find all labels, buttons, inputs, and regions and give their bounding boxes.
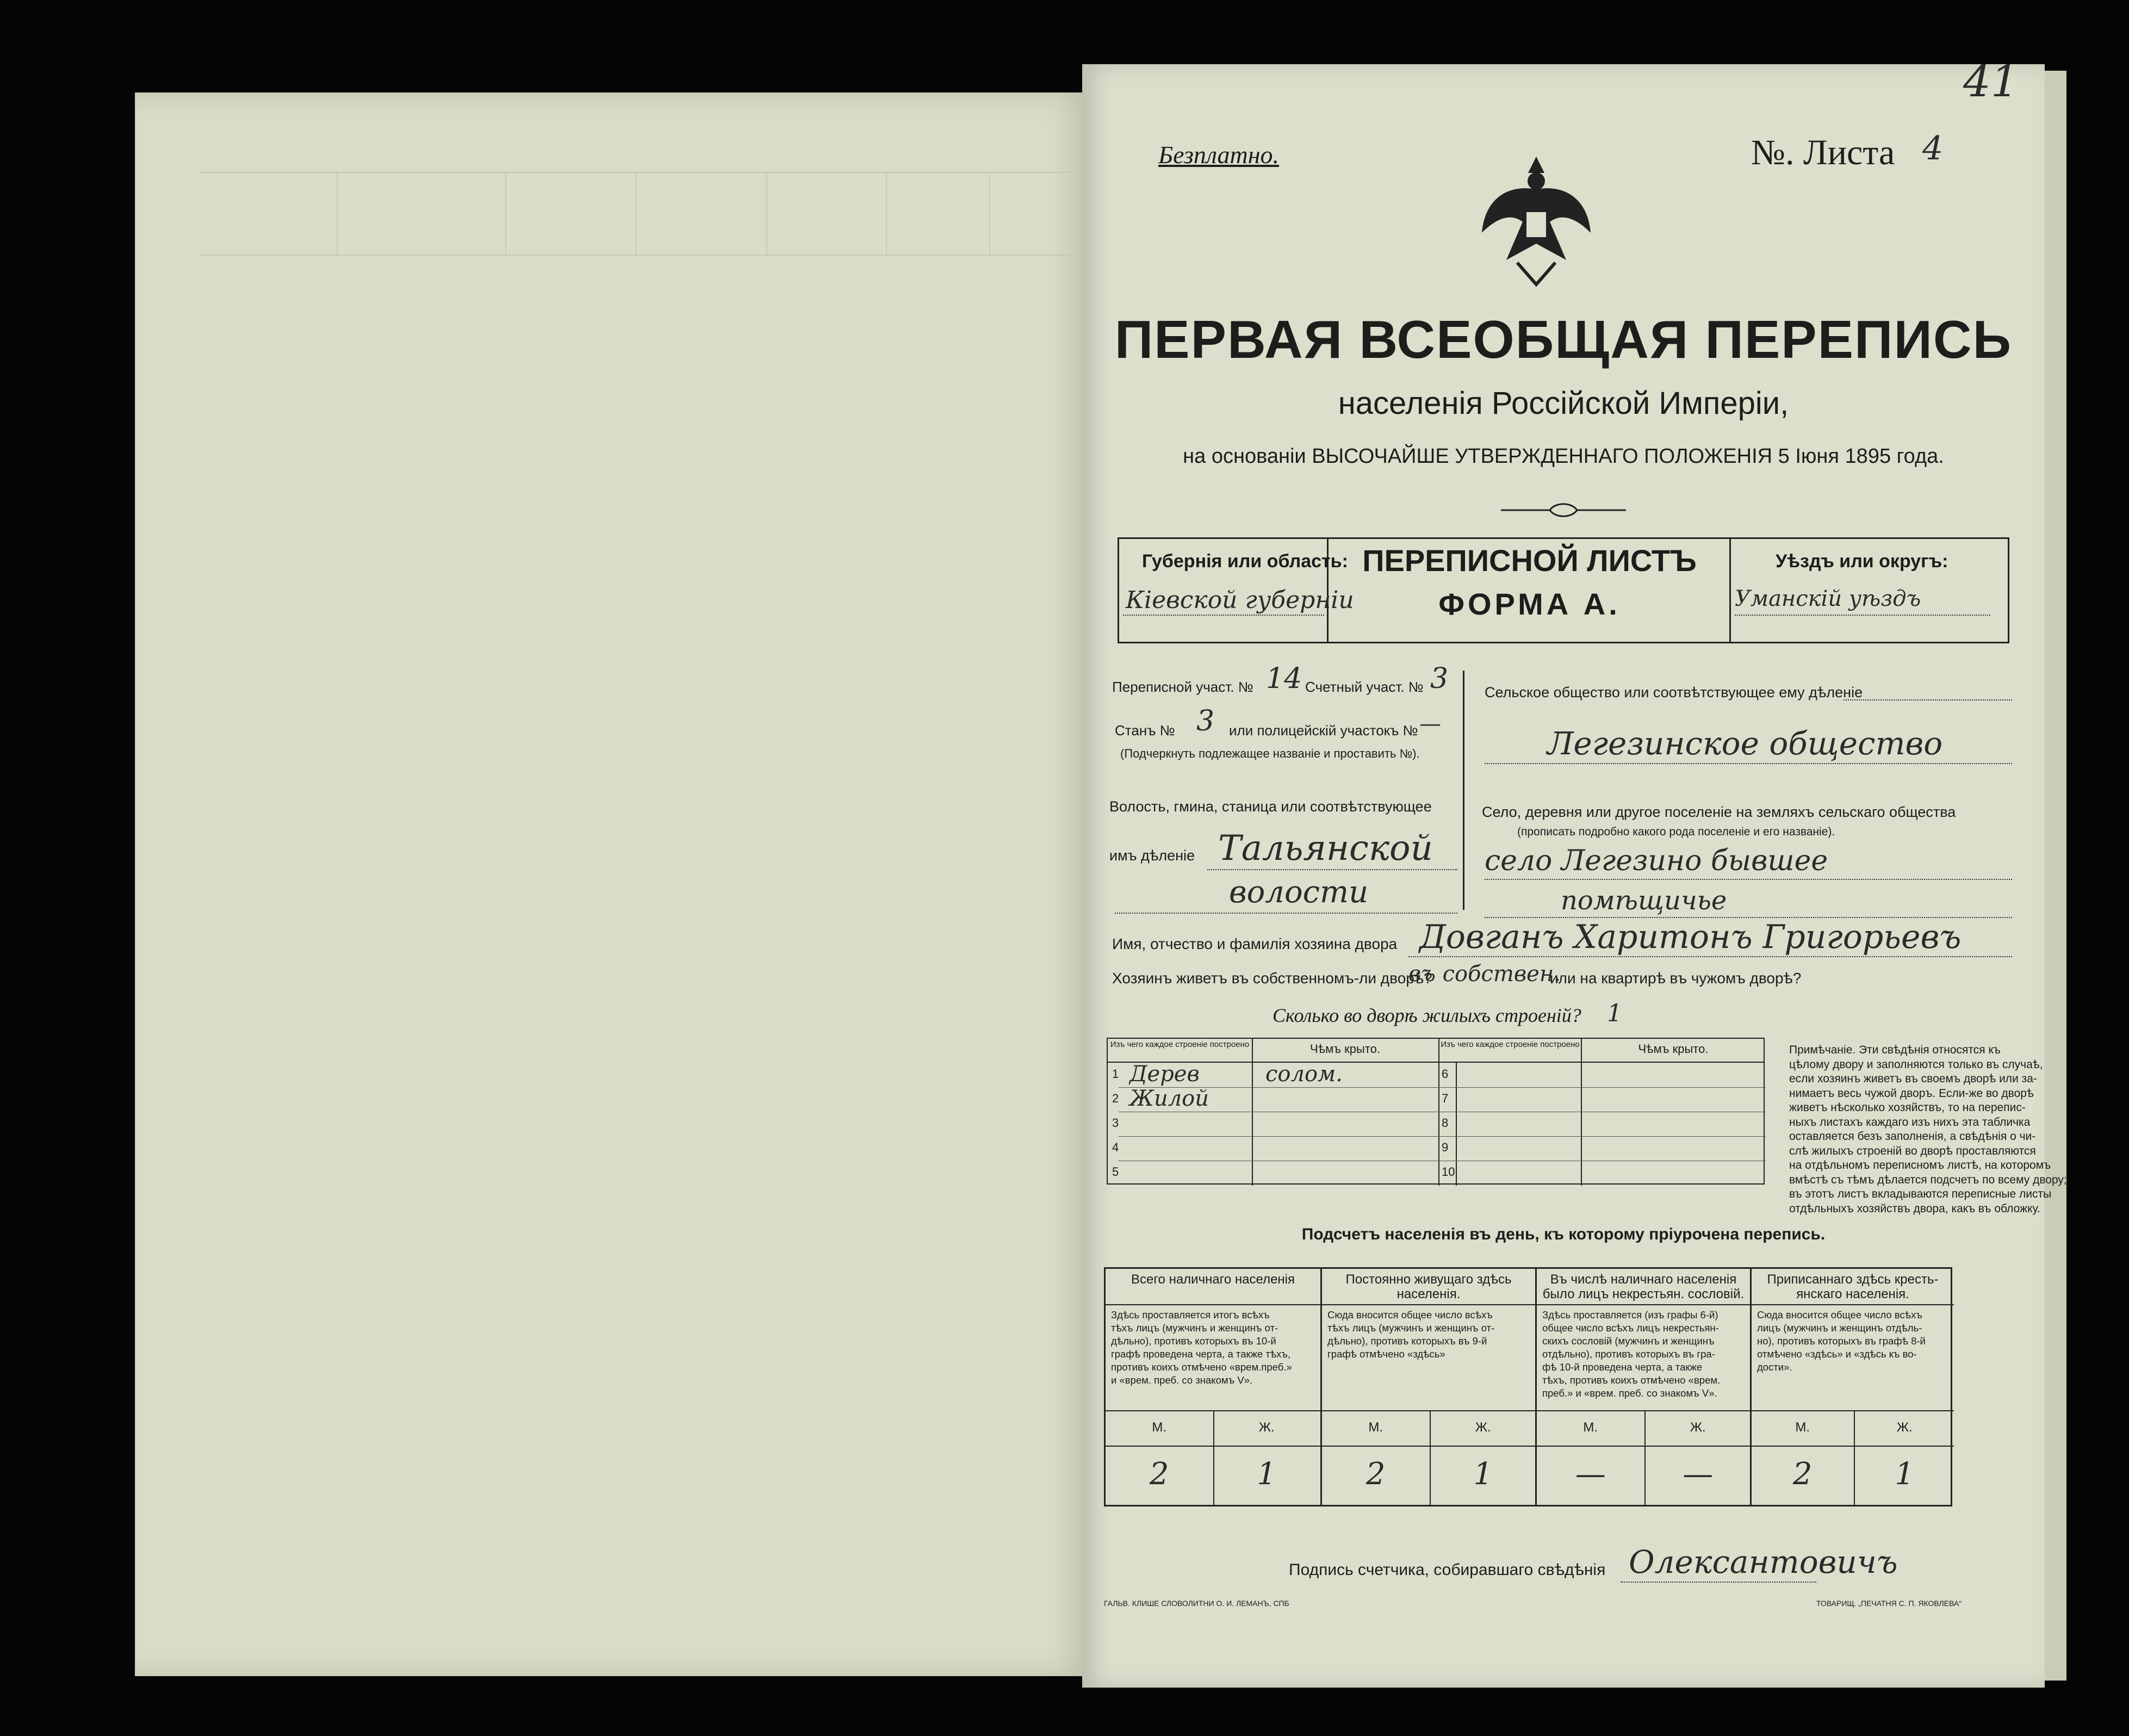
tally-female-value: 1	[1257, 1456, 1277, 1492]
tally-description-line: противъ коихъ отмѣчено «врем.преб.»	[1111, 1361, 1292, 1373]
legal-basis: на основаніи ВЫСОЧАЙШЕ УТВЕРЖДЕННАГО ПОЛОЖЕНІЯ 5 Іюня 1895 года.	[1183, 445, 1944, 468]
buildings-count-label: Сколько во дворѣ жилыхъ строеній?	[1273, 1005, 1581, 1026]
tally-male-value: 2	[1365, 1456, 1386, 1492]
buildings-note-line: въ этотъ листъ вкладываются переписные листы	[1789, 1188, 2052, 1200]
gubernia-value: Кіевской губерніи	[1126, 586, 1354, 614]
buildings-note-line: оставляется безъ заполненія, а свѣдѣнія о чи-	[1789, 1130, 2036, 1143]
tally-column	[1750, 1269, 1954, 1505]
buildings-col-roof-header-2: Чѣмъ крыто.	[1638, 1042, 1709, 1056]
tally-male-label: М.	[1583, 1420, 1598, 1435]
tally-description-line: Здѣсь проставляется итогъ всѣхъ	[1111, 1309, 1270, 1320]
building-row-number-right: 8	[1442, 1116, 1449, 1130]
uezd-value: Уманскій уѣздъ	[1735, 586, 1921, 611]
buildings-col-roof-header: Чѣмъ крыто.	[1310, 1042, 1380, 1056]
tally-male-label: М.	[1795, 1420, 1810, 1435]
stan-label: Станъ №	[1115, 722, 1175, 739]
tally-column-description	[1327, 1309, 1532, 1361]
buildings-count-value: 1	[1607, 1000, 1622, 1027]
gubernia-label: Губернія или область:	[1142, 551, 1348, 572]
tally-description-line: графѣ проведена черта, а также тѣхъ,	[1111, 1348, 1291, 1360]
tally-female-value: —	[1683, 1456, 1714, 1492]
main-title: ПЕРВАЯ ВСЕОБЩАЯ ПЕРЕПИСЬ	[1114, 309, 2013, 369]
footer-left: ГАЛЬВ. КЛИШЕ СЛОВОЛИТНИ О. И. ЛЕМАНЪ, СПБ	[1104, 1599, 1289, 1608]
village-note: (прописать подробно какого рода поселеніе и его названіе).	[1517, 826, 1835, 838]
buildings-col-material-header: Изъ чего каждое строеніе построено	[1110, 1040, 1250, 1049]
tally-description-line: дости».	[1757, 1361, 1792, 1373]
buildings-note-line: на отдѣльномъ переписномъ листѣ, на которомъ	[1789, 1159, 2051, 1171]
count-area-value: 3	[1430, 662, 1449, 695]
tally-column-description	[1542, 1309, 1747, 1400]
tally-female-label: Ж.	[1258, 1420, 1275, 1435]
building-row-number: 1	[1112, 1067, 1119, 1081]
police-value: —	[1419, 711, 1441, 736]
building-row-number-right: 6	[1442, 1067, 1449, 1081]
buildings-note-line: вмѣстѣ съ тѣмъ дѣлается подсчетъ по всему двору;	[1789, 1173, 2067, 1186]
census-area-label: Переписной участ. №	[1112, 679, 1253, 695]
tally-column-header: Въ числѣ наличнаго населенія было лицъ некрестьян. сословій.	[1542, 1272, 1745, 1301]
village-value: село Легезино бывшее	[1485, 845, 1828, 877]
tally-column-description	[1757, 1309, 1951, 1374]
tally-male-label: М.	[1152, 1420, 1167, 1435]
building-material: Дерев	[1129, 1062, 1200, 1087]
tally-description-line: но), противъ которыхъ въ графѣ 8-й	[1757, 1335, 1926, 1347]
tally-column-header: Постоянно живущаго здѣсь населенія.	[1345, 1272, 1512, 1301]
buildings-note-line: если хозяинъ живетъ въ своемъ дворѣ или за-	[1789, 1072, 2037, 1085]
building-row-number: 4	[1112, 1140, 1119, 1154]
owner-lives-label: Хозяинъ живетъ въ собственномъ-ли дворѣ?	[1112, 970, 1432, 987]
double-headed-eagle-icon	[1474, 151, 1599, 287]
owner-name-label: Имя, отчество и фамилія хозяина двора	[1112, 935, 1398, 952]
tally-description-line: Сюда вносится общее число всѣхъ	[1757, 1309, 1922, 1320]
village-value-2: помѣщичье	[1561, 885, 1727, 916]
tally-description-line: дѣльно), противъ которыхъ въ 9-й	[1327, 1335, 1487, 1347]
tally-description-line: тѣхъ лицъ (мужчинъ и женщинъ от-	[1111, 1322, 1278, 1334]
count-area-label: Счетный участ. №	[1305, 679, 1424, 695]
tally-description-line: графѣ отмѣчено «здѣсь»	[1327, 1348, 1445, 1360]
census-form-page	[1082, 56, 2067, 1688]
buildings-note-line: нимаетъ весь чужой дворъ. Если-же во дворѣ	[1789, 1087, 2034, 1100]
sheet-number-label: №. Листа	[1751, 133, 1895, 172]
tally-description-line: тѣхъ, противъ коихъ отмѣчено «врем.	[1542, 1374, 1721, 1386]
stan-value: 3	[1196, 705, 1215, 737]
tally-table	[1104, 1267, 1952, 1506]
buildings-note-line: Примѣчаніе. Эти свѣдѣнія относятся къ	[1789, 1044, 2001, 1056]
tally-title: Подсчетъ населенія въ день, къ которому пріурочена перепись.	[1301, 1225, 1826, 1243]
tally-male-label: М.	[1368, 1420, 1383, 1435]
tally-description-line: лицъ (мужчинъ и женщинъ отдѣль-	[1757, 1322, 1922, 1334]
tally-female-label: Ж.	[1690, 1420, 1706, 1435]
building-row-number-right: 7	[1442, 1092, 1449, 1105]
tally-column-header: Всего наличнаго населенія	[1131, 1272, 1295, 1287]
building-roof: солом.	[1265, 1062, 1343, 1087]
corner-page-note: 41	[1963, 56, 2019, 107]
tally-description-line: тѣхъ лицъ (мужчинъ и женщинъ от-	[1327, 1322, 1495, 1334]
building-row-number: 5	[1112, 1165, 1119, 1179]
owner-name-value: Довганъ Харитонъ Григорьевъ	[1419, 918, 1962, 956]
tally-description-line: скихъ сословій (мужчинъ и женщинъ	[1542, 1335, 1715, 1347]
form-title: ПЕРЕПИСНОЙ ЛИСТЪ	[1362, 543, 1697, 578]
tally-female-value: 1	[1895, 1456, 1915, 1492]
tally-column-header: Приписаннаго здѣсь кресть-янскаго населенія.	[1767, 1272, 1939, 1301]
building-row-number-right: 10	[1442, 1165, 1455, 1179]
tally-female-label: Ж.	[1475, 1420, 1491, 1435]
society-value: Легезинское общество	[1547, 725, 1943, 762]
police-label: или полицейскій участокъ №	[1229, 722, 1418, 739]
owner-lives-label-2: или на квартирѣ въ чужомъ дворѣ?	[1550, 970, 1802, 987]
underline-note: (Подчеркнуть подлежащее названіе и проставить №).	[1120, 747, 1420, 760]
volost-value: Тальянской	[1218, 828, 1433, 869]
society-label: Сельское общество или соотвѣтствующее ему дѣленіе	[1485, 684, 1863, 700]
building-row-number: 2	[1112, 1092, 1119, 1105]
tally-description-line: преб.» и «врем. преб. со знакомъ V».	[1542, 1387, 1717, 1399]
subtitle: населенія Россійской Имперіи,	[1338, 386, 1789, 421]
tally-column	[1535, 1269, 1750, 1505]
buildings-note-line: слѣ жилыхъ строеній во дворѣ проставляются	[1789, 1144, 2036, 1157]
census-area-value: 14	[1266, 662, 1302, 695]
tally-column	[1106, 1269, 1320, 1505]
tally-female-value: 1	[1473, 1456, 1493, 1492]
signature-value: Олексантовичъ	[1629, 1543, 1898, 1580]
buildings-note-line: ныхъ листахъ каждаго изъ нихъ эта табличка	[1789, 1115, 2031, 1129]
volost-value-2: волости	[1229, 875, 1369, 910]
form-subtitle: ФОРМА А.	[1438, 587, 1621, 621]
tally-column-description	[1111, 1309, 1317, 1387]
tally-female-label: Ж.	[1896, 1420, 1913, 1435]
owner-lives-value: въ собствен.	[1408, 962, 1561, 987]
tally-description-line: дѣльно), противъ которыхъ въ 10-й	[1111, 1335, 1276, 1347]
tally-male-value: 2	[1149, 1456, 1169, 1492]
village-label: Село, деревня или другое поселеніе на земляхъ сельскаго общества	[1482, 804, 1956, 820]
tally-male-value: 2	[1792, 1456, 1813, 1492]
buildings-note-line: отдѣльныхъ хозяйствъ двора, какъ въ обложку.	[1789, 1202, 2040, 1215]
free-label: Безплатно.	[1158, 141, 1280, 169]
ornament-divider-icon	[1501, 502, 1626, 518]
buildings-note-line: цѣлому двору и заполняются только въ случаѣ,	[1789, 1058, 2043, 1071]
volost-label-2: имъ дѣленіе	[1109, 847, 1195, 864]
tally-description-line: и «врем. преб. со знакомъ V».	[1111, 1374, 1253, 1386]
buildings-note-line: живетъ нѣсколько хозяйствъ, то на перепис-	[1789, 1101, 2026, 1114]
volost-label: Волость, гмина, станица или соотвѣтствующее	[1109, 798, 1432, 815]
footer-right: ТОВАРИЩ. „ПЕЧАТНЯ С. П. ЯКОВЛЕВА“	[1816, 1599, 1962, 1608]
building-row-number-right: 9	[1442, 1140, 1449, 1154]
tally-description-line: общее число всѣхъ лицъ некрестьян-	[1542, 1322, 1719, 1334]
buildings-col-material-header-2: Изъ чего каждое строеніе построено	[1441, 1040, 1580, 1049]
tally-description-line: Здѣсь проставляется (изъ графы 6-й)	[1542, 1309, 1718, 1320]
uezd-label: Уѣздъ или округъ:	[1776, 551, 1948, 572]
signature-label: Подпись счетчика, собиравшаго свѣдѣнія	[1289, 1561, 1606, 1579]
tally-description-line: Сюда вносится общее число всѣхъ	[1327, 1309, 1493, 1320]
left-page	[135, 92, 1089, 1676]
buildings-table	[1107, 1038, 1765, 1185]
tally-description-line: отмѣчено «здѣсь» и «здѣсь къ во-	[1757, 1348, 1917, 1360]
buildings-note	[1789, 1043, 2067, 1216]
tally-column	[1320, 1269, 1535, 1505]
building-row-number: 3	[1112, 1116, 1119, 1130]
tally-male-value: —	[1575, 1456, 1606, 1492]
tally-description-line: фѣ 10-й проведена черта, а также	[1542, 1361, 1703, 1373]
tally-description-line: отдѣльно), противъ которыхъ въ гра-	[1542, 1348, 1715, 1360]
building-material: Жилой	[1129, 1086, 1209, 1111]
show-through-table-lines	[201, 172, 1071, 256]
sheet-number-value: 4	[1922, 129, 1944, 168]
